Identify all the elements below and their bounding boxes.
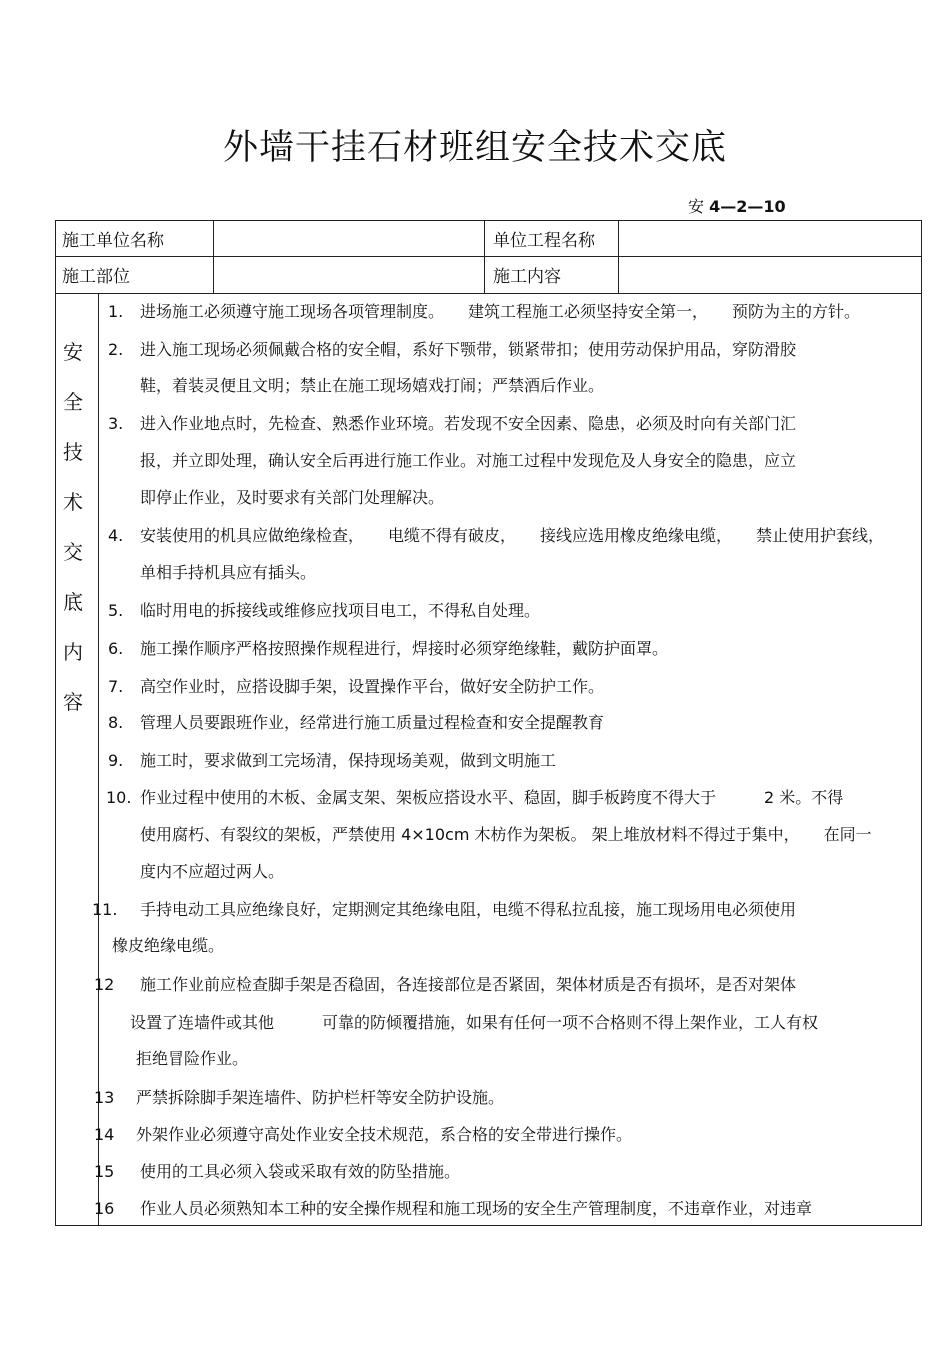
item-line: 使用腐朽、有裂纹的架板，严禁使用 4×10cm 木枋作为架板。 架上堆放材料不得过于集中， 在同一 [140,825,872,844]
table-divider [484,220,485,293]
item-line: 单相手持机具应有插头。 [140,563,317,582]
side-label-char: 底 [63,590,83,614]
item-line: 进入施工现场必须佩戴合格的安全帽，系好下颚带，锁紧带扣；使用劳动保护用品，穿防滑胶 [140,340,797,359]
side-label-char: 内 [63,640,83,664]
item-line: 报，并立即处理，确认安全后再进行施工作业。对施工过程中发现危及人身安全的隐患，应立 [140,451,797,470]
item-number: 3. [108,414,124,433]
item-line: 作业人员必须熟知本工种的安全操作规程和施工现场的安全生产管理制度，不违章作业，对违章 [140,1199,813,1218]
item-line: 严禁拆除脚手架连墙件、防护栏杆等安全防护设施。 [136,1088,505,1107]
item-line: 施工操作顺序严格按照操作规程进行，焊接时必须穿绝缘鞋，戴防护面罩。 [140,639,669,658]
item-number: 1. [108,302,124,321]
side-label-char: 全 [63,390,83,414]
side-label-char: 容 [63,690,83,714]
side-label-char: 术 [63,490,83,514]
construction-unit-label: 施工单位名称 [62,231,164,251]
item-number: 10. [106,788,132,807]
side-label-char: 技 [63,440,83,464]
item-number: 14 [94,1125,115,1144]
table-divider [55,256,922,257]
item-number: 4. [108,526,124,545]
item-line: 拒绝冒险作业。 [136,1049,249,1068]
side-label-safety-disclosure-content [60,338,86,738]
item-line: 手持电动工具应绝缘良好，定期测定其绝缘电阻，电缆不得私拉乱接，施工现场用电必须使用 [140,900,797,919]
table-divider [618,220,619,293]
table-divider [55,293,922,294]
item-number: 6. [108,639,124,658]
item-line: 即停止作业，及时要求有关部门处理解决。 [140,488,445,507]
item-line: 进入作业地点时，先检查、熟悉作业环境。若发现不安全因素、隐患，必须及时向有关部门汇 [140,414,797,433]
item-number: 15 [94,1162,115,1181]
document-number-prefix: 安 [688,197,705,216]
item-line: 进场施工必须遵守施工现场各项管理制度。 建筑工程施工必须坚持安全第一， 预防为主的方针。 [140,302,861,321]
item-line: 安装使用的机具应做绝缘检查， 电缆不得有破皮， 接线应选用橡皮绝缘电缆， 禁止使用护套线， [140,526,885,545]
document-number-value: 4—2—10 [709,197,786,216]
item-number: 11. [92,900,118,919]
item-number: 12 [94,975,115,994]
side-label-char: 安 [63,340,83,364]
item-line: 设置了连墙件或其他 可靠的防倾覆措施，如果有任何一项不合格则不得上架作业，工人有权 [130,1013,819,1032]
item-line: 使用的工具必须入袋或采取有效的防坠措施。 [140,1162,461,1181]
document-title: 外墙干挂石材班组安全技术交底 [222,128,727,168]
table-divider [213,220,214,293]
item-line: 橡皮绝缘电缆。 [112,936,225,955]
item-line: 临时用电的拆接线或维修应找项目电工，不得私自处理。 [140,601,541,620]
item-number: 2. [108,340,124,359]
item-number: 8. [108,713,124,732]
item-number: 7. [108,677,124,696]
item-line: 作业过程中使用的木板、金属支架、架板应搭设水平、稳固，脚手板跨度不得大于 2 米。不得 [140,788,844,807]
item-line: 施工时，要求做到工完场清，保持现场美观，做到文明施工 [140,751,557,770]
document-number [688,194,786,217]
item-number: 13 [94,1088,115,1107]
construction-part-label: 施工部位 [62,267,130,287]
construction-content-label: 施工内容 [493,267,561,287]
item-number: 9. [108,751,124,770]
item-line: 外架作业必须遵守高处作业安全技术规范，系合格的安全带进行操作。 [136,1125,633,1144]
side-label-char: 交 [63,540,83,564]
item-line: 管理人员要跟班作业，经常进行施工质量过程检查和安全提醒教育 [140,713,605,732]
item-line: 施工作业前应检查脚手架是否稳固，各连接部位是否紧固，架体材质是否有损坏，是否对架体 [140,975,797,994]
item-number: 5. [108,601,124,620]
project-name-label: 单位工程名称 [493,231,595,251]
item-number: 16 [94,1199,115,1218]
item-line: 鞋，着装灵便且文明；禁止在施工现场嬉戏打闹；严禁酒后作业。 [140,376,605,395]
item-line: 高空作业时，应搭设脚手架，设置操作平台，做好安全防护工作。 [140,677,605,696]
item-line: 度内不应超过两人。 [140,862,285,881]
